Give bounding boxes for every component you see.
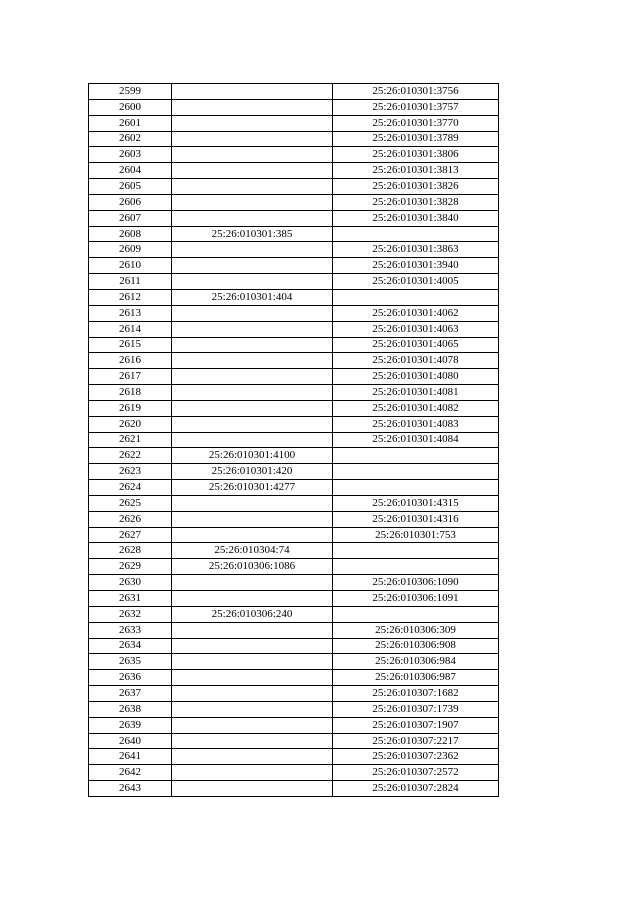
cadastral-number-cell-b <box>333 464 499 480</box>
row-number-cell: 2608 <box>89 226 172 242</box>
cadastral-number-cell-b <box>333 606 499 622</box>
table-row <box>89 226 499 242</box>
table-row <box>89 480 499 496</box>
row-number-cell: 2625 <box>89 495 172 511</box>
table-row <box>89 543 499 559</box>
table-row <box>89 638 499 654</box>
cadastral-number-cell-b: 25:26:010301:3813 <box>333 163 499 179</box>
row-number-cell: 2614 <box>89 321 172 337</box>
table-row <box>89 305 499 321</box>
cadastral-number-cell-b: 25:26:010301:3770 <box>333 115 499 131</box>
cadastral-number-cell-a <box>172 84 333 100</box>
cadastral-number-cell-a <box>172 686 333 702</box>
row-number-cell: 2609 <box>89 242 172 258</box>
table-row <box>89 194 499 210</box>
cadastral-number-cell-a <box>172 274 333 290</box>
cadastral-number-cell-b <box>333 289 499 305</box>
cadastral-number-cell-b <box>333 480 499 496</box>
table-row <box>89 84 499 100</box>
row-number-cell: 2622 <box>89 448 172 464</box>
row-number-cell: 2636 <box>89 670 172 686</box>
cadastral-number-cell-b: 25:26:010307:1907 <box>333 717 499 733</box>
cadastral-number-cell-a <box>172 638 333 654</box>
cadastral-number-cell-b: 25:26:010307:2362 <box>333 749 499 765</box>
cadastral-number-cell-b: 25:26:010306:1091 <box>333 591 499 607</box>
cadastral-number-cell-a <box>172 527 333 543</box>
table-row <box>89 321 499 337</box>
cadastral-number-cell-a: 25:26:010301:404 <box>172 289 333 305</box>
row-number-cell: 2631 <box>89 591 172 607</box>
cadastral-number-cell-a <box>172 210 333 226</box>
row-number-cell: 2627 <box>89 527 172 543</box>
cadastral-number-cell-a: 25:26:010301:4100 <box>172 448 333 464</box>
table-row <box>89 495 499 511</box>
row-number-cell: 2616 <box>89 353 172 369</box>
row-number-cell: 2604 <box>89 163 172 179</box>
cadastral-number-cell-b: 25:26:010301:4080 <box>333 369 499 385</box>
cadastral-number-cell-b: 25:26:010301:3756 <box>333 84 499 100</box>
row-number-cell: 2623 <box>89 464 172 480</box>
cadastral-number-cell-a <box>172 717 333 733</box>
cadastral-number-cell-b: 25:26:010301:4315 <box>333 495 499 511</box>
cadastral-number-cell-a <box>172 781 333 797</box>
table-row <box>89 670 499 686</box>
cadastral-number-cell-a <box>172 321 333 337</box>
table-row <box>89 591 499 607</box>
table-row <box>89 416 499 432</box>
cadastral-number-cell-b: 25:26:010301:3789 <box>333 131 499 147</box>
row-number-cell: 2626 <box>89 511 172 527</box>
table-row <box>89 701 499 717</box>
table-row <box>89 385 499 401</box>
cadastral-number-cell-b: 25:26:010301:4083 <box>333 416 499 432</box>
cadastral-number-cell-b: 25:26:010306:984 <box>333 654 499 670</box>
table-row <box>89 179 499 195</box>
row-number-cell: 2607 <box>89 210 172 226</box>
row-number-cell: 2632 <box>89 606 172 622</box>
cadastral-number-cell-a <box>172 654 333 670</box>
table-row <box>89 432 499 448</box>
row-number-cell: 2642 <box>89 765 172 781</box>
row-number-cell: 2633 <box>89 622 172 638</box>
cadastral-number-cell-b: 25:26:010301:4082 <box>333 400 499 416</box>
cadastral-number-cell-b: 25:26:010307:1682 <box>333 686 499 702</box>
table-row <box>89 147 499 163</box>
cadastral-number-cell-a <box>172 733 333 749</box>
cadastral-number-cell-b: 25:26:010301:4065 <box>333 337 499 353</box>
cadastral-number-cell-b: 25:26:010306:1090 <box>333 575 499 591</box>
cadastral-number-cell-a <box>172 495 333 511</box>
cadastral-number-cell-a <box>172 305 333 321</box>
row-number-cell: 2620 <box>89 416 172 432</box>
table-row <box>89 765 499 781</box>
cadastral-number-cell-a: 25:26:010304:74 <box>172 543 333 559</box>
table-row <box>89 575 499 591</box>
table-row <box>89 131 499 147</box>
table-row <box>89 686 499 702</box>
row-number-cell: 2613 <box>89 305 172 321</box>
row-number-cell: 2628 <box>89 543 172 559</box>
cadastral-number-cell-a <box>172 575 333 591</box>
row-number-cell: 2639 <box>89 717 172 733</box>
cadastral-number-cell-b: 25:26:010301:4005 <box>333 274 499 290</box>
row-number-cell: 2617 <box>89 369 172 385</box>
row-number-cell: 2629 <box>89 559 172 575</box>
table-row <box>89 511 499 527</box>
table-row <box>89 733 499 749</box>
cadastral-number-cell-a <box>172 622 333 638</box>
row-number-cell: 2630 <box>89 575 172 591</box>
cadastral-number-cell-a <box>172 749 333 765</box>
cadastral-number-cell-b <box>333 559 499 575</box>
cadastral-number-cell-b: 25:26:010307:1739 <box>333 701 499 717</box>
cadastral-number-cell-b: 25:26:010306:908 <box>333 638 499 654</box>
cadastral-number-cell-a <box>172 131 333 147</box>
cadastral-number-cell-b: 25:26:010301:4063 <box>333 321 499 337</box>
cadastral-number-cell-b: 25:26:010301:3940 <box>333 258 499 274</box>
cadastral-number-cell-a <box>172 369 333 385</box>
table-row <box>89 559 499 575</box>
table-body <box>89 84 499 797</box>
table-row <box>89 448 499 464</box>
row-number-cell: 2600 <box>89 99 172 115</box>
row-number-cell: 2611 <box>89 274 172 290</box>
cadastral-number-cell-a <box>172 147 333 163</box>
cadastral-number-cell-b: 25:26:010301:3757 <box>333 99 499 115</box>
table-row <box>89 654 499 670</box>
table-row <box>89 527 499 543</box>
table-row <box>89 274 499 290</box>
table-row <box>89 400 499 416</box>
cadastral-number-cell-b: 25:26:010301:4316 <box>333 511 499 527</box>
cadastral-number-cell-a <box>172 400 333 416</box>
cadastral-number-cell-b <box>333 448 499 464</box>
row-number-cell: 2641 <box>89 749 172 765</box>
cadastral-number-cell-a <box>172 416 333 432</box>
cadastral-number-cell-a <box>172 258 333 274</box>
cadastral-number-cell-b: 25:26:010301:3806 <box>333 147 499 163</box>
cadastral-number-cell-b: 25:26:010307:2217 <box>333 733 499 749</box>
cadastral-number-cell-a <box>172 385 333 401</box>
cadastral-number-cell-a <box>172 337 333 353</box>
cadastral-number-cell-b: 25:26:010307:2572 <box>333 765 499 781</box>
row-number-cell: 2599 <box>89 84 172 100</box>
row-number-cell: 2615 <box>89 337 172 353</box>
row-number-cell: 2624 <box>89 480 172 496</box>
cadastral-number-cell-a: 25:26:010306:240 <box>172 606 333 622</box>
cadastral-number-cell-b <box>333 226 499 242</box>
cadastral-number-cell-b: 25:26:010306:309 <box>333 622 499 638</box>
row-number-cell: 2610 <box>89 258 172 274</box>
cadastral-number-cell-b: 25:26:010301:4062 <box>333 305 499 321</box>
cadastral-number-cell-a <box>172 701 333 717</box>
row-number-cell: 2605 <box>89 179 172 195</box>
cadastral-number-cell-a <box>172 353 333 369</box>
table-row <box>89 369 499 385</box>
cadastral-number-cell-a <box>172 511 333 527</box>
cadastral-number-cell-a: 25:26:010301:4277 <box>172 480 333 496</box>
cadastral-number-cell-a <box>172 432 333 448</box>
cadastral-number-table <box>88 83 499 797</box>
cadastral-number-cell-b: 25:26:010301:753 <box>333 527 499 543</box>
table-row <box>89 210 499 226</box>
row-number-cell: 2601 <box>89 115 172 131</box>
table-row <box>89 337 499 353</box>
cadastral-number-cell-a <box>172 99 333 115</box>
cadastral-number-cell-b: 25:26:010306:987 <box>333 670 499 686</box>
row-number-cell: 2635 <box>89 654 172 670</box>
cadastral-number-cell-a: 25:26:010301:420 <box>172 464 333 480</box>
row-number-cell: 2640 <box>89 733 172 749</box>
row-number-cell: 2618 <box>89 385 172 401</box>
row-number-cell: 2637 <box>89 686 172 702</box>
cadastral-number-cell-a <box>172 765 333 781</box>
table-row <box>89 99 499 115</box>
table-row <box>89 781 499 797</box>
table-row <box>89 353 499 369</box>
cadastral-number-cell-b: 25:26:010301:4084 <box>333 432 499 448</box>
cadastral-number-cell-a <box>172 242 333 258</box>
row-number-cell: 2621 <box>89 432 172 448</box>
cadastral-number-cell-b: 25:26:010301:3863 <box>333 242 499 258</box>
cadastral-number-cell-a <box>172 194 333 210</box>
row-number-cell: 2606 <box>89 194 172 210</box>
table-row <box>89 622 499 638</box>
cadastral-number-cell-a <box>172 591 333 607</box>
cadastral-number-cell-a <box>172 670 333 686</box>
table-row <box>89 289 499 305</box>
row-number-cell: 2619 <box>89 400 172 416</box>
row-number-cell: 2643 <box>89 781 172 797</box>
table-row <box>89 163 499 179</box>
cadastral-number-cell-b: 25:26:010301:4081 <box>333 385 499 401</box>
table-row <box>89 115 499 131</box>
cadastral-number-cell-b: 25:26:010307:2824 <box>333 781 499 797</box>
row-number-cell: 2603 <box>89 147 172 163</box>
cadastral-number-cell-b: 25:26:010301:3826 <box>333 179 499 195</box>
row-number-cell: 2638 <box>89 701 172 717</box>
table-row <box>89 258 499 274</box>
cadastral-number-cell-a: 25:26:010301:385 <box>172 226 333 242</box>
cadastral-number-cell-b: 25:26:010301:4078 <box>333 353 499 369</box>
cadastral-number-cell-a <box>172 163 333 179</box>
cadastral-number-cell-a <box>172 115 333 131</box>
row-number-cell: 2634 <box>89 638 172 654</box>
table-row <box>89 464 499 480</box>
cadastral-number-cell-b: 25:26:010301:3828 <box>333 194 499 210</box>
cadastral-number-cell-a <box>172 179 333 195</box>
row-number-cell: 2602 <box>89 131 172 147</box>
table-row <box>89 717 499 733</box>
table-row <box>89 242 499 258</box>
row-number-cell: 2612 <box>89 289 172 305</box>
table-row <box>89 606 499 622</box>
cadastral-number-cell-a: 25:26:010306:1086 <box>172 559 333 575</box>
cadastral-number-cell-b: 25:26:010301:3840 <box>333 210 499 226</box>
table-row <box>89 749 499 765</box>
cadastral-number-cell-b <box>333 543 499 559</box>
